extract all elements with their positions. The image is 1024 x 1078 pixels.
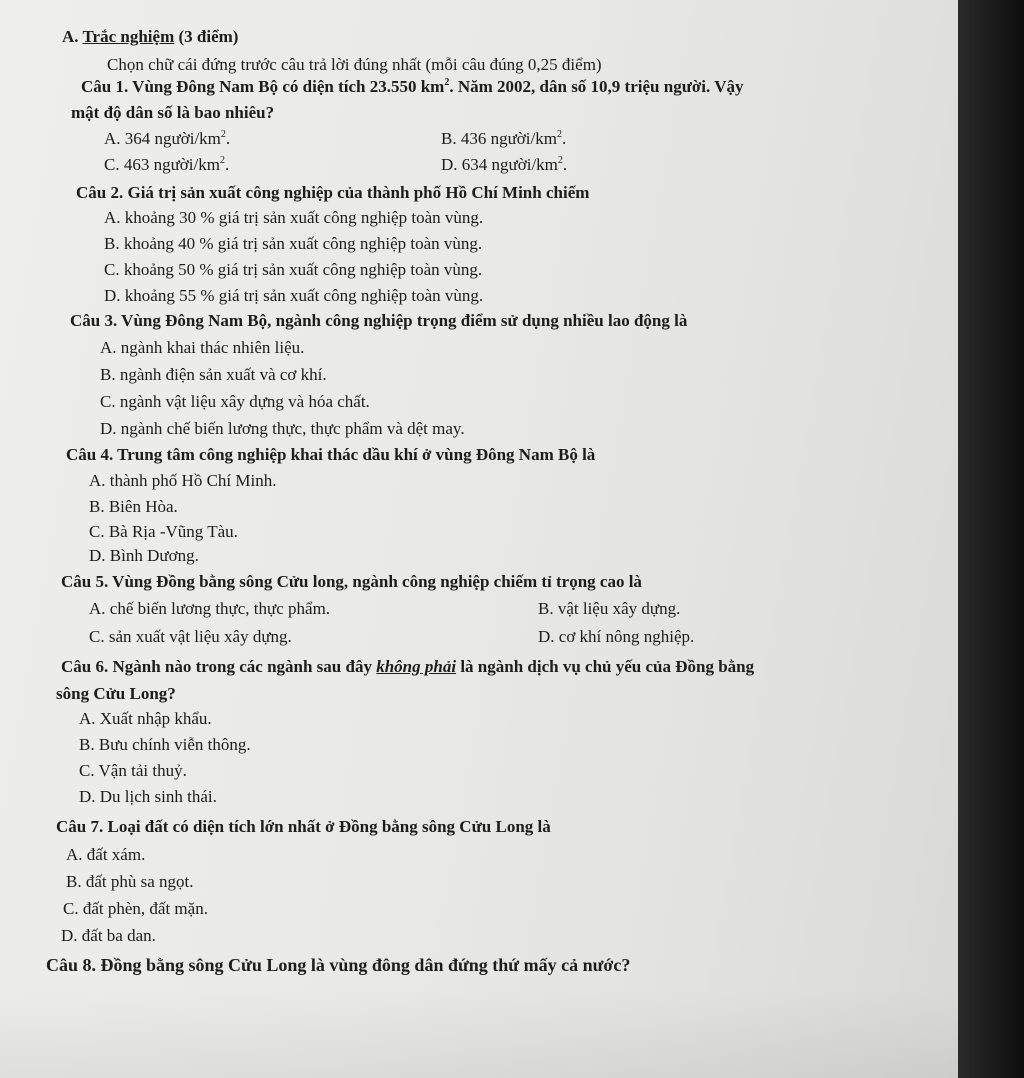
question-6-option-c: C. Vận tải thuỷ. [79,761,187,780]
question-2-stem: Câu 2. Giá trị sản xuất công nghiệp của thành phố Hồ Chí Minh chiếm [76,183,590,202]
question-2-option-c: C. khoảng 50 % giá trị sản xuất công nghiệp toàn vùng. [104,260,483,279]
question-2-option-b: B. khoảng 40 % giá trị sản xuất công nghiệp toàn vùng. [104,234,483,253]
section-instruction: Chọn chữ cái đứng trước câu trả lời đúng nhất (mỗi câu đúng 0,25 điểm) [107,55,602,74]
question-5-option-c: C. sản xuất vật liệu xây dựng. [89,627,292,646]
option-text: C. 463 người/km [104,155,220,174]
question-7-stem: Câu 7. Loại đất có diện tích lớn nhất ở Đồng bằng sông Cửu Long là [56,817,551,836]
question-1-stem-text-b: . Năm 2002, dân số 10,9 triệu người. Vậy [449,77,744,96]
question-5-option-b: B. vật liệu xây dựng. [538,599,681,618]
option-sup: 2 [219,155,225,166]
question-3-option-d: D. ngành chế biến lương thực, thực phẩm và dệt may. [100,419,465,438]
option-text: A. 364 người/km [104,129,221,148]
question-8-stem: Câu 8. Đồng bằng sông Cửu Long là vùng đông dân đứng thứ mấy cả nước? [46,955,631,975]
question-7-option-a: A. đất xám. [66,845,146,864]
option-text: B. 436 người/km [441,129,557,148]
question-3-option-a: A. ngành khai thác nhiên liệu. [100,338,305,357]
option-tail: . [225,129,231,148]
question-6-stem-text-a: Câu 6. Ngành nào trong các ngành sau đây [61,657,377,676]
option-tail: . [224,155,230,174]
question-1-option-b [441,128,566,149]
question-1-stem-sup: 2 [444,77,450,88]
question-7-option-b: B. đất phù sa ngọt. [66,872,194,891]
question-5-stem: Câu 5. Vùng Đồng bằng sông Cửu long, ngành công nghiệp chiếm tỉ trọng cao là [61,572,642,591]
question-1-stem-line2: mật độ dân số là bao nhiêu? [71,103,275,122]
option-sup: 2 [557,155,563,166]
question-1-option-d [441,154,567,175]
question-4-option-c: C. Bà Rịa -Vũng Tàu. [89,522,238,541]
question-2-option-a: A. khoảng 30 % giá trị sản xuất công nghiệp toàn vùng. [104,208,484,227]
question-5-option-d: D. cơ khí nông nghiệp. [538,627,695,646]
question-6-stem-text-b: là ngành dịch vụ chủ yếu của Đồng bằng [456,657,755,676]
question-2-option-d: D. khoảng 55 % giá trị sản xuất công nghiệp toàn vùng. [104,286,484,305]
question-4-stem: Câu 4. Trung tâm công nghiệp khai thác dầu khí ở vùng Đông Nam Bộ là [66,445,596,464]
question-1-stem-text-a: Câu 1. Vùng Đông Nam Bộ có diện tích 23.550 km [81,77,445,96]
question-3-option-c: C. ngành vật liệu xây dựng và hóa chất. [100,392,370,411]
option-sup: 2 [556,129,562,140]
option-tail: . [561,129,567,148]
section-points: (3 điểm) [174,27,239,46]
question-4-option-a: A. thành phố Hồ Chí Minh. [89,471,277,490]
page-edge-shadow [958,0,1024,1078]
question-5-option-a: A. chế biến lương thực, thực phẩm. [89,599,331,618]
question-1-option-c [104,154,229,175]
question-7-option-c: C. đất phèn, đất mặn. [63,899,208,918]
question-3-option-b: B. ngành điện sản xuất và cơ khí. [100,365,327,384]
question-6-stem-emphasis: không phải [376,657,457,676]
question-4-option-d: D. Bình Dương. [89,546,199,565]
question-6-option-a: A. Xuất nhập khẩu. [79,709,212,728]
question-6-option-b: B. Bưu chính viễn thông. [79,735,251,754]
option-text: D. 634 người/km [441,155,558,174]
question-3-stem: Câu 3. Vùng Đông Nam Bộ, ngành công nghiệp trọng điểm sử dụng nhiều lao động là [70,311,688,330]
section-title: Trắc nghiệm [82,27,175,46]
question-6-stem-line2: sông Cửu Long? [56,684,176,703]
question-1-option-a [104,128,230,149]
question-6-stem [61,656,754,677]
option-sup: 2 [220,129,226,140]
question-4-option-b: B. Biên Hòa. [89,497,178,516]
option-tail: . [562,155,568,174]
question-6-option-d: D. Du lịch sinh thái. [79,787,217,806]
section-prefix: A. [62,27,83,46]
section-heading [62,26,238,47]
question-1-stem [81,76,744,97]
question-7-option-d: D. đất ba dan. [61,926,156,945]
